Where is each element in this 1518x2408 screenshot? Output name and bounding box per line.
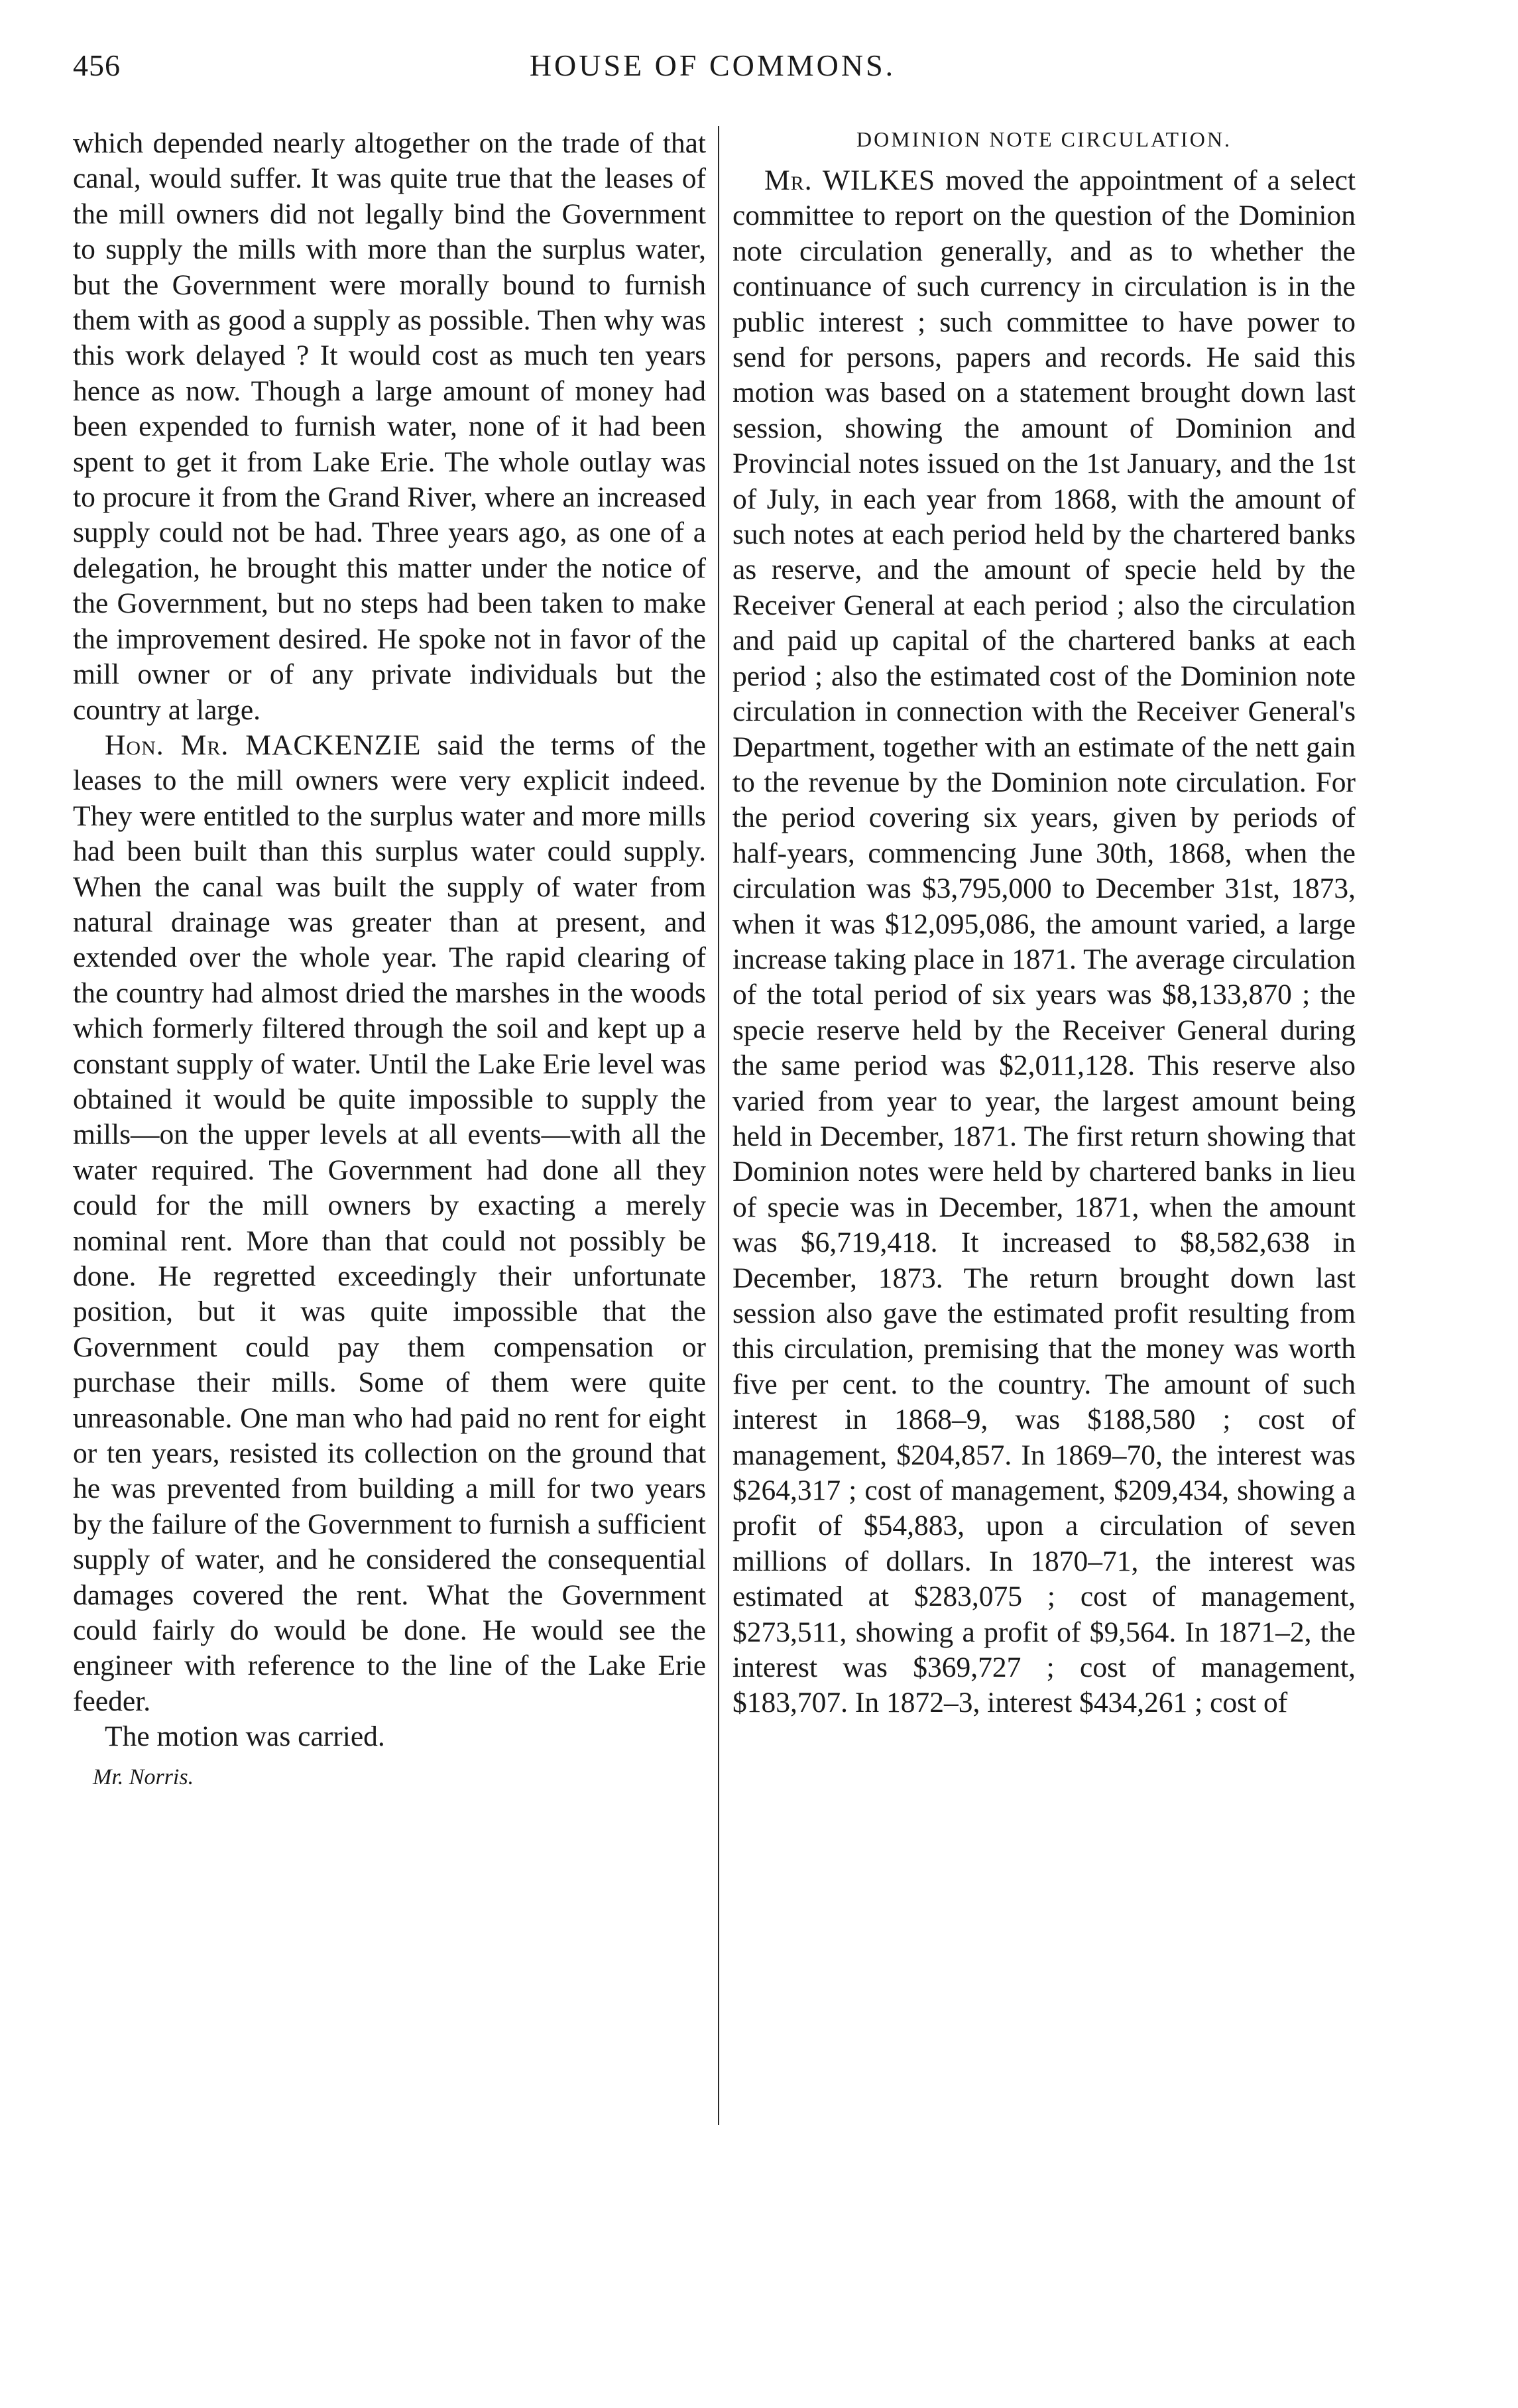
left-column — [73, 126, 706, 1792]
paragraph-mackenzie — [73, 728, 706, 1719]
paragraph-wilkes — [732, 163, 1356, 1721]
page-header — [73, 48, 1352, 94]
paragraph-motion-result: The motion was carried. — [105, 1720, 385, 1753]
section-heading: DOMINION NOTE CIRCULATION. — [856, 127, 1232, 151]
speaker-name: Hon. Mr. MACKENZIE — [105, 729, 422, 761]
column-divider — [718, 126, 719, 2125]
paragraph-continuation: which depended nearly altogether on the trade of that canal, would suffer. It was quite true that the leases of the mill owners did not legally bind the Government to supply the mills with more than the surplus water, but the Government were morally bound to furnish them with as good a supply as possible. Then why was this work delayed ? It would cost as much ten years hence as now. Though a large amount of money had been expended to furnish water, none of it had been spent to get it from Lake Erie. The whole outlay was to procure it from the Grand River, where an increased supply could not be had. Three years ago, as one of a delegation, he brought this matter under the notice of the Government, but no steps had been taken to make the improvement desired. He spoke not in favor of the mill owner or of any private individuals but the country at large. — [73, 127, 706, 726]
speech-text: said the terms of the leases to the mill owners were very explicit indeed. They were entitled to the surplus water and more mills had been built than this surplus water could supply. When the canal was built the supply of water from natural drainage was greater than at present, and extended over the whole year. The rapid clearing of the country had almost dried the marshes in the woods which formerly filtered through the soil and kept up a constant supply of water. Until the Lake Erie level was obtained it would be quite impossible to supply the mills—on the upper levels at all events—with all the water required. The Government had done all they could for the mill owners by exacting a merely nominal rent. More than that could not possibly be done. He regretted exceedingly their unfortunate position, but it was quite impossible that the Government could pay them compensation or purchase their mills. Some of them were quite unreasonable. One man who had paid no rent for eight or ten years, resisted its collection on the ground that he was prevented from building a mill for two years by the failure of the Government to furnish a sufficient supply of water, and he considered the consequential damages covered the rent. What the Government could fairly do would be done. He would see the engineer with reference to the line of the Lake Erie feeder. — [73, 729, 706, 1717]
speech-text: moved the appointment of a select committee to report on the question of the Dominion note circulation generally, and as to whether the continuance of such currency in circulation is in the public interest ; such committee to have power to send for persons, papers and records. He said this motion was based on a statement brought down last session, showing the amount of Dominion and Provincial notes issued on the 1st January, and the 1st of July, in each year from 1868, with the amount of such notes at each period held by the chartered banks as reserve, and the amount of specie held by the Receiver General at each period ; also the circulation and paid up capital of the chartered banks at each period ; also the estimated cost of the Dominion note circulation in connection with the Receiver General's Department, together with an estimate of the nett gain to the revenue by the Dominion note circulation. For the period covering six years, given by periods of half-years, commencing June 30th, 1868, when the circulation was $3,795,000 to December 31st, 1873, when it was $12,095,086, the amount varied, a large increase taking place in 1871. The average circulation of the total period of six years was $8,133,870 ; the specie reserve held by the Receiver General during the same period was $2,011,128. This reserve also varied from year to year, the largest amount being held in December, 1871. The first return showing that Dominion notes were held by chartered banks in lieu of specie was in December, 1871, when the amount was $6,719,418. It increased to $8,582,638 in December, 1873. The return brought down last session also gave the estimated profit resulting from this circulation, premising that the money was worth five per cent. to the country. The amount of such interest in 1868–9, was $188,580 ; cost of management, $204,857. In 1869–70, the interest was $264,317 ; cost of management, $209,434, showing a profit of $54,883, upon a circulation of seven millions of dollars. In 1870–71, the interest was estimated at $283,075 ; cost of management, $273,511, showing a profit of $9,564. In 1871–2, the interest was $369,727 ; cost of management, $183,707. In 1872–3, interest $434,261 ; cost of — [732, 164, 1356, 1719]
running-head: HOUSE OF COMMONS. — [529, 48, 896, 82]
speaker-name: Mr. WILKES — [764, 164, 936, 196]
right-column — [732, 126, 1356, 1721]
page-number: 456 — [73, 48, 121, 82]
footer-catchword: Mr. Norris. — [93, 1764, 194, 1789]
